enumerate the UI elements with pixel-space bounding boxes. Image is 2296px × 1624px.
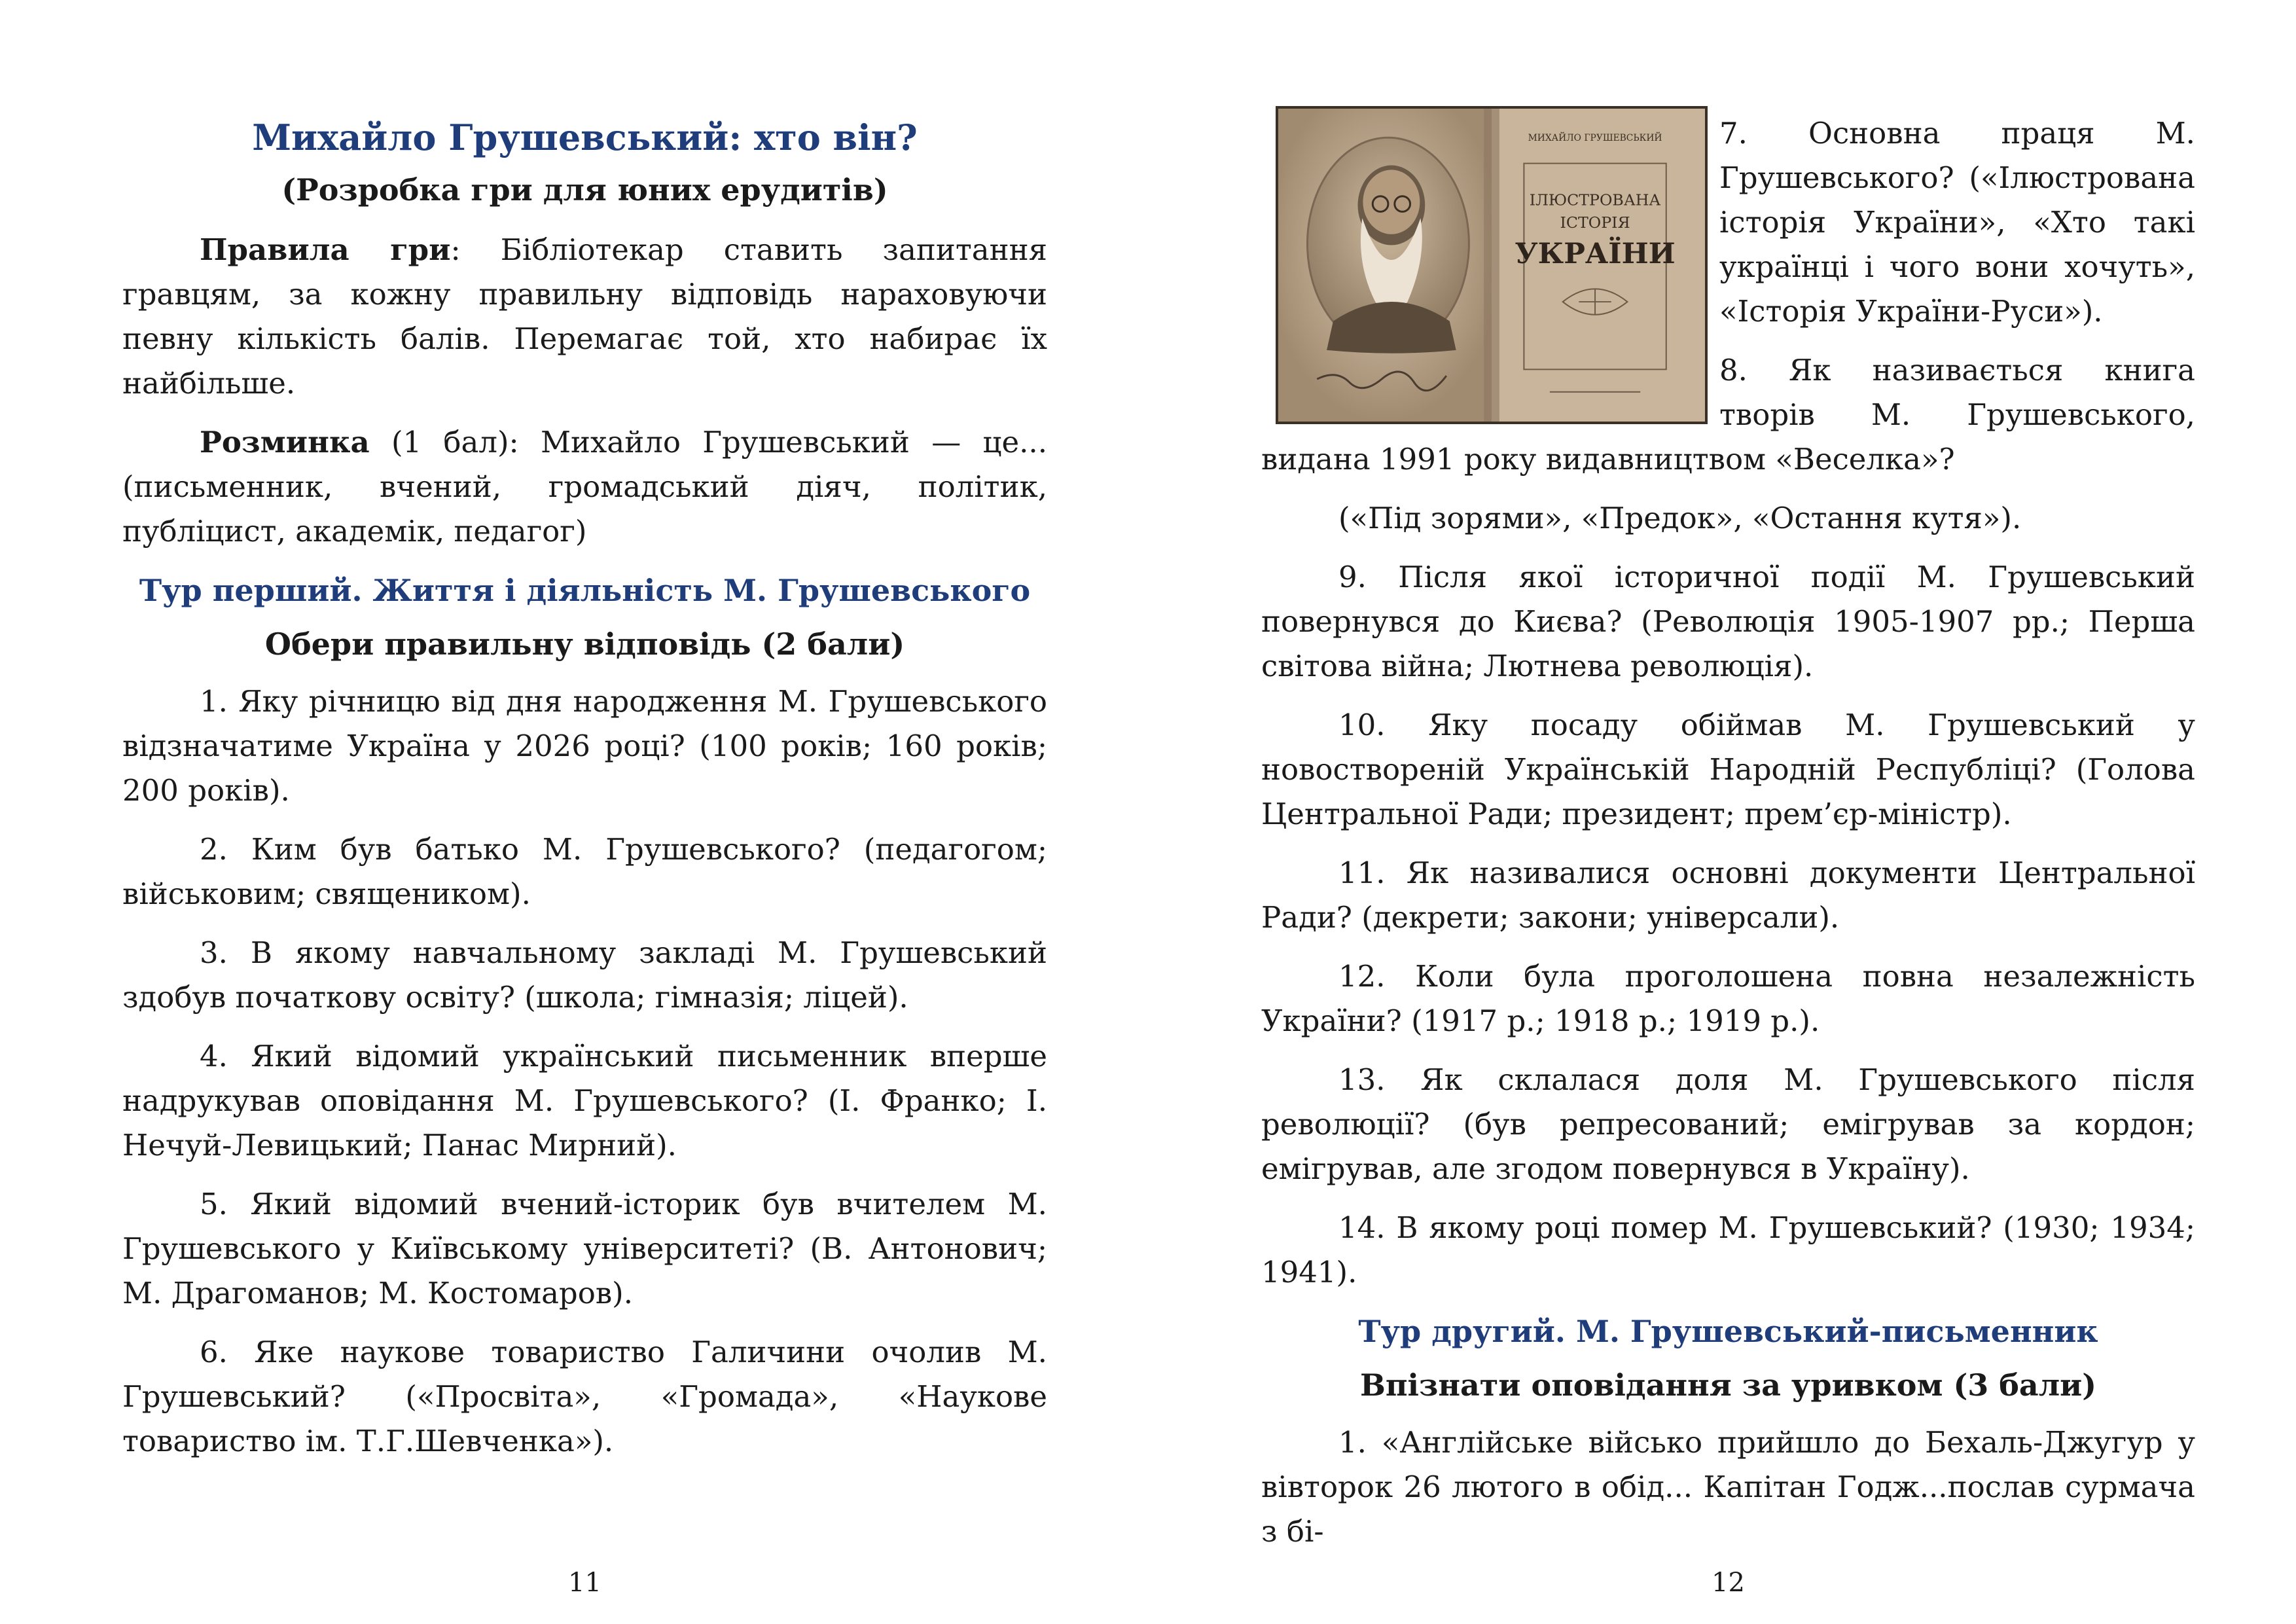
book-title-line1: ІЛЮСТРОВАНА <box>1529 190 1661 209</box>
question-8-answer: («Під зорями», «Предок», «Остання кутя»). <box>1338 501 2022 535</box>
book-illustration <box>1278 109 1705 422</box>
warmup-paragraph <box>122 420 1047 554</box>
round2-title: Тур другий. М. Грушевський-письменник <box>1358 1314 2098 1349</box>
question-7: 7. Основна праця М. Грушевського? («Ілюстрована історія України», «Хто такі українці і чого вони хочуть», «Історія України-Руси»). <box>1719 116 2195 329</box>
warmup-label: Розминка <box>200 425 370 460</box>
book-title-line3: УКРАЇНИ <box>1515 237 1676 271</box>
page-number: 11 <box>568 1568 601 1598</box>
rules-text: : Бібліотекар ставить запитання гравцям, за кожну правильну відповідь нараховуючи певну кількість балів. Перемагає той, хто набирає їх найбільше. <box>122 232 1047 401</box>
book-author-text: МИХАЙЛО ГРУШЕВСЬКИЙ <box>1528 133 1662 144</box>
question-5: 5. Який відомий вчений-історик був вчителем М. Грушевського у Київському університеті? (В. Антонович; М. Драгоманов; М. Костомаров). <box>122 1187 1047 1310</box>
book-title-line2: ІСТОРІЯ <box>1560 213 1630 232</box>
question-2: 2. Ким був батько М. Грушевського? (педагогом; військовим; священиком). <box>122 832 1047 911</box>
question-12: 12. Коли була проголошена повна незалежність України? (1917 р.; 1918 р.; 1919 р.). <box>1261 959 2195 1038</box>
rules-label: Правила гри <box>200 232 451 267</box>
page-number: 12 <box>1712 1568 1745 1598</box>
question-14: 14. В якому році помер М. Грушевський? (1930; 1934; 1941). <box>1261 1210 2195 1290</box>
book-photo <box>1276 106 1708 424</box>
question-6: 6. Яке наукове товариство Галичини очолив М. Грушевський? («Просвіта», «Громада», «Наукове товариство ім. Т.Г.Шевченка»). <box>122 1335 1047 1458</box>
warmup-text: (1 бал): Михайло Грушевський — це... (письменник, вчений, громадський діяч, політик, публіцист, академік, педагог) <box>122 425 1047 549</box>
question-9: 9. Після якої історичної події М. Грушевський повернувся до Києва? (Революція 1905-1907 рр.; Перша світова війна; Лютнева революція). <box>1261 560 2195 683</box>
round1-subtitle: Обери правильну відповідь (2 бали) <box>264 626 905 662</box>
page-title: Михайло Грушевський: хто він? <box>252 117 918 158</box>
round2-subtitle: Впізнати оповідання за уривком (3 бали) <box>1359 1367 2097 1403</box>
question-3: 3. В якому навчальному закладі М. Грушевський здобув початкову освіту? (школа; гімназія; ліцей). <box>122 935 1047 1015</box>
page-subtitle: (Розробка гри для юних ерудитів) <box>281 172 888 208</box>
question-4: 4. Який відомий український письменник вперше надрукував оповідання М. Грушевського? (І. Франко; І. Нечуй-Левицький; Панас Мирний). <box>122 1039 1047 1163</box>
question-11: 11. Як називалися основні документи Центральної Ради? (декрети; закони; універсали). <box>1261 856 2195 935</box>
question-8: 8. Як називається книга творів М. Грушевського, видана 1991 року видавництвом «Веселка»? <box>1261 353 2195 477</box>
question-13: 13. Як склалася доля М. Грушевського після революції? (був репресований; емігрував за кордон; емігрував, але згодом повернувся в Україну). <box>1261 1062 2195 1186</box>
rules-paragraph <box>122 228 1047 406</box>
excerpt-1: 1. «Англійське військо прийшло до Бехаль-Джугур у вівторок 26 лютого в обід... Капітан Годж...послав сурмача з бі- <box>1261 1425 2195 1549</box>
round1-title: Тур перший. Життя і діяльність М. Грушевського <box>139 573 1031 608</box>
left-page <box>122 0 1047 1624</box>
right-page <box>1261 0 2195 1624</box>
question-10: 10. Яку посаду обіймав М. Грушевський у новоствореній Українській Народній Республіці? (Голова Центральної Ради; президент; прем’єр-міністр). <box>1261 708 2195 831</box>
question-1: 1. Яку річницю від дня народження М. Грушевського відзначатиме Україна у 2026 році? (100 років; 160 років; 200 років). <box>122 684 1047 808</box>
